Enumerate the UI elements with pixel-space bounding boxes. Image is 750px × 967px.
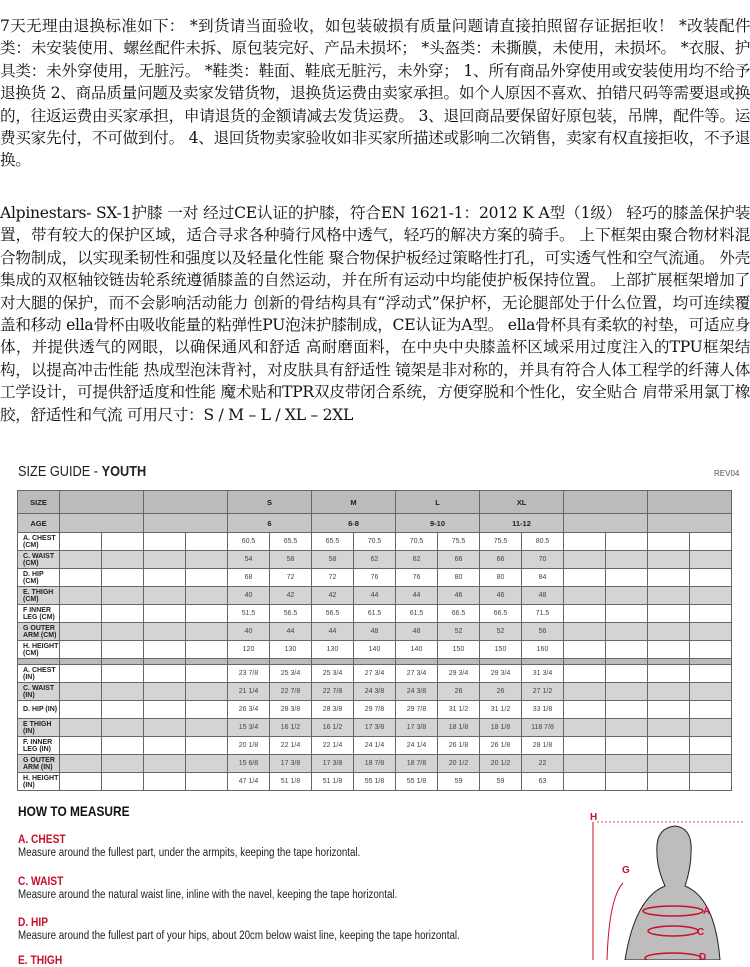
table-row	[18, 737, 732, 755]
measure-heading-waist: C. WAIST	[18, 874, 64, 888]
table-cell: 70.5	[396, 533, 438, 551]
table-cell	[606, 755, 648, 773]
table-cell	[606, 701, 648, 719]
table-cell: 56	[522, 623, 564, 641]
table-cell: 40	[228, 623, 270, 641]
table-cell: 118 7/8	[522, 719, 564, 737]
table-cell	[648, 683, 690, 701]
label-g: G	[622, 865, 630, 876]
table-cell	[144, 623, 186, 641]
table-row	[18, 755, 732, 773]
table-cell	[186, 533, 228, 551]
table-cell	[144, 701, 186, 719]
table-cell: 16 1/2	[270, 719, 312, 737]
table-cell: 80	[480, 569, 522, 587]
table-cell: 51 1/8	[270, 773, 312, 791]
label-d: D	[699, 952, 707, 960]
table-cell: 26 1/8	[480, 737, 522, 755]
table-cell	[690, 737, 732, 755]
table-cell: 27 3/4	[396, 665, 438, 683]
table-cell: 17 3/8	[354, 719, 396, 737]
table-cell: 26 1/8	[438, 737, 480, 755]
table-cell	[648, 701, 690, 719]
table-cell	[102, 683, 144, 701]
table-cell: 80.5	[522, 533, 564, 551]
label-a: A	[703, 906, 711, 917]
table-row	[18, 719, 732, 737]
table-cell: 51 1/8	[312, 773, 354, 791]
table-cell: 51.5	[228, 605, 270, 623]
table-cell	[60, 641, 102, 659]
table-cell	[690, 719, 732, 737]
table-cell	[564, 773, 606, 791]
table-cell: 56.5	[270, 605, 312, 623]
table-cell: 70	[522, 551, 564, 569]
table-cell: 48	[522, 587, 564, 605]
table-cell	[690, 533, 732, 551]
table-cell: 52	[438, 623, 480, 641]
size-guide-title-youth: YOUTH	[101, 463, 147, 480]
table-cell: 62	[354, 551, 396, 569]
table-cell	[186, 773, 228, 791]
table-cell: 44	[270, 623, 312, 641]
table-cell: 31 1/2	[438, 701, 480, 719]
row-label: F INNER LEG (CM)	[18, 605, 60, 623]
table-cell: 25 3/4	[270, 665, 312, 683]
age-row-cell: 6-8	[312, 514, 396, 533]
table-cell	[690, 587, 732, 605]
table-cell	[648, 569, 690, 587]
table-cell	[60, 587, 102, 605]
table-cell: 22	[522, 755, 564, 773]
age-row-cell	[144, 514, 228, 533]
table-cell: 58	[312, 551, 354, 569]
table-cell	[186, 551, 228, 569]
table-cell: 75.5	[480, 533, 522, 551]
table-cell	[564, 755, 606, 773]
table-cell	[564, 605, 606, 623]
table-cell	[690, 605, 732, 623]
table-cell: 31 1/2	[480, 701, 522, 719]
table-cell: 16 1/2	[312, 719, 354, 737]
table-cell	[60, 719, 102, 737]
table-cell	[144, 755, 186, 773]
table-cell	[690, 755, 732, 773]
table-cell: 140	[396, 641, 438, 659]
measure-heading-thigh: E. THIGH	[18, 953, 63, 967]
row-label: G OUTER ARM (CM)	[18, 623, 60, 641]
table-cell	[690, 665, 732, 683]
measure-desc-hip: Measure around the fullest part of your hips, about 20cm below waist line, keeping the tape horizontal.	[18, 930, 460, 942]
size-row-cell: S	[228, 491, 312, 514]
table-cell	[690, 701, 732, 719]
table-cell	[186, 587, 228, 605]
table-cell	[144, 683, 186, 701]
table-cell: 18 7/8	[396, 755, 438, 773]
table-cell	[144, 719, 186, 737]
table-cell	[564, 623, 606, 641]
table-cell	[102, 551, 144, 569]
table-cell: 22 7/8	[270, 683, 312, 701]
table-cell: 15 6/8	[228, 755, 270, 773]
table-cell: 31 3/4	[522, 665, 564, 683]
table-cell	[102, 701, 144, 719]
table-cell: 24 3/8	[396, 683, 438, 701]
table-cell	[144, 737, 186, 755]
table-cell	[606, 533, 648, 551]
table-cell	[648, 587, 690, 605]
table-cell: 28 1/8	[522, 737, 564, 755]
table-cell: 130	[270, 641, 312, 659]
table-cell: 18 1/8	[480, 719, 522, 737]
table-cell: 55 1/8	[354, 773, 396, 791]
table-cell: 40	[228, 587, 270, 605]
table-cell: 61.5	[396, 605, 438, 623]
table-cell	[102, 665, 144, 683]
age-row	[18, 514, 732, 533]
table-cell: 72	[312, 569, 354, 587]
table-cell	[60, 665, 102, 683]
size-guide-title-prefix: SIZE GUIDE -	[18, 463, 102, 480]
table-cell: 63	[522, 773, 564, 791]
table-cell: 66.5	[438, 605, 480, 623]
table-cell	[186, 641, 228, 659]
table-cell	[606, 665, 648, 683]
table-cell	[102, 623, 144, 641]
table-cell: 84	[522, 569, 564, 587]
table-cell	[144, 551, 186, 569]
table-cell	[606, 719, 648, 737]
table-cell: 62	[396, 551, 438, 569]
table-cell: 29 7/8	[354, 701, 396, 719]
table-row	[18, 533, 732, 551]
table-cell: 76	[396, 569, 438, 587]
row-label: H. HEIGHT (IN)	[18, 773, 60, 791]
measure-desc-chest: Measure around the fullest part, under the armpits, keeping the tape horizontal.	[18, 847, 361, 859]
table-cell: 61.5	[354, 605, 396, 623]
table-cell	[186, 623, 228, 641]
table-cell	[648, 641, 690, 659]
table-cell: 46	[438, 587, 480, 605]
table-cell	[102, 719, 144, 737]
table-cell: 17 3/8	[312, 755, 354, 773]
table-cell	[186, 719, 228, 737]
table-cell	[144, 533, 186, 551]
label-h: H	[590, 812, 598, 823]
product-description-text: Alpinestars- SX-1护膝 一对 经过CE认证的护膝，符合EN 1621-1：2012 K A型（1级） 轻巧的膝盖保护装置，带有较大的保护区域，适合寻求各种骑行风格中透气，轻巧的解决方案的骑手。 上下框架由聚合物材料混合物制成，以实现柔韧性和强度以及轻量化性能 聚合物保护板经过策略性打孔，可实透气性和空气流通。 外壳集成的双枢轴铰链齿轮系统遵循膝盖的自然运动，并在所有运动中均能使护板保持位置。 上部扩展框架增加了对大腿的保护，而不会影响活动能力 创新的骨结构具有“浮动式”保护杯，无论腿部处于什么位置，均可连续覆盖和移动 ella骨杯由吸收能量的粘弹性PU泡沫护膝制成，CE认证为A型。 ella骨杯具有柔软的衬垫，可适应身体，并提供透气的网眼，以确保通风和舒适 高耐磨面料，在中央中央膝盖杯区域采用过度注入的TPU框架结构，以提高冲击性能 热成型泡沫背衬，对皮肤具有舒适性 镜架是非对称的，并具有符合人体工程学的纤薄人体工学设计，可提供舒适度和性能 魔术贴和TPR双皮带闭合系统，方便穿脱和个性化，安全贴合 肩带采用氯丁橡胶，舒适性和气流 可用尺寸：S / M – L / XL – 2XL	[0, 204, 750, 424]
table-cell	[186, 737, 228, 755]
body-silhouette	[625, 826, 720, 960]
table-cell	[690, 683, 732, 701]
table-cell: 140	[354, 641, 396, 659]
table-cell: 65.5	[312, 533, 354, 551]
row-label: A. CHEST (IN)	[18, 665, 60, 683]
age-row-cell	[564, 514, 648, 533]
table-cell	[648, 623, 690, 641]
table-cell: 59	[480, 773, 522, 791]
table-cell: 80	[438, 569, 480, 587]
table-cell	[690, 773, 732, 791]
table-cell	[606, 641, 648, 659]
revision-label: REV04	[714, 469, 740, 478]
table-cell	[690, 551, 732, 569]
row-label: A. CHEST (CM)	[18, 533, 60, 551]
row-label: H. HEIGHT (CM)	[18, 641, 60, 659]
table-cell: 48	[396, 623, 438, 641]
size-row	[18, 491, 732, 514]
table-cell: 150	[480, 641, 522, 659]
size-guide-table	[17, 490, 732, 791]
table-cell	[564, 551, 606, 569]
table-cell	[102, 773, 144, 791]
age-row-label: AGE	[18, 514, 60, 533]
table-cell: 130	[312, 641, 354, 659]
table-cell: 33 1/8	[522, 701, 564, 719]
age-row-cell: 11-12	[480, 514, 564, 533]
table-cell	[186, 569, 228, 587]
table-cell: 27 1/2	[522, 683, 564, 701]
row-label: G OUTER ARM (IN)	[18, 755, 60, 773]
table-cell	[102, 605, 144, 623]
size-row-cell	[648, 491, 732, 514]
table-cell: 65.5	[270, 533, 312, 551]
table-cell	[648, 665, 690, 683]
table-cell: 66	[438, 551, 480, 569]
row-label: C. WAIST (CM)	[18, 551, 60, 569]
table-cell: 59	[438, 773, 480, 791]
table-cell: 26 3/4	[228, 701, 270, 719]
table-cell	[144, 605, 186, 623]
table-cell: 28 3/8	[312, 701, 354, 719]
table-cell: 55 1/8	[396, 773, 438, 791]
table-cell: 150	[438, 641, 480, 659]
table-cell: 29 3/4	[480, 665, 522, 683]
table-cell	[606, 569, 648, 587]
table-cell	[60, 551, 102, 569]
table-cell	[186, 665, 228, 683]
table-cell	[648, 737, 690, 755]
table-cell	[186, 605, 228, 623]
outer-arm-line	[607, 883, 623, 960]
table-cell: 20 1/8	[228, 737, 270, 755]
table-cell	[606, 683, 648, 701]
table-cell	[144, 773, 186, 791]
table-cell	[60, 533, 102, 551]
label-c: C	[697, 927, 705, 938]
table-cell	[102, 587, 144, 605]
table-cell	[186, 683, 228, 701]
table-cell: 20 1/2	[480, 755, 522, 773]
table-cell	[60, 605, 102, 623]
table-cell: 160	[522, 641, 564, 659]
table-cell: 44	[396, 587, 438, 605]
table-cell	[564, 641, 606, 659]
table-cell	[648, 719, 690, 737]
size-row-cell: M	[312, 491, 396, 514]
table-cell	[564, 533, 606, 551]
how-to-measure-title: HOW TO MEASURE	[18, 803, 130, 819]
table-cell	[648, 755, 690, 773]
table-cell	[690, 641, 732, 659]
measure-desc-waist: Measure around the natural waist line, inline with the navel, keeping the tape horizontal.	[18, 889, 398, 901]
table-row	[18, 551, 732, 569]
table-cell: 26	[438, 683, 480, 701]
table-cell	[564, 683, 606, 701]
table-cell: 23 7/8	[228, 665, 270, 683]
table-cell: 22 1/4	[312, 737, 354, 755]
table-cell	[564, 737, 606, 755]
table-cell	[690, 623, 732, 641]
table-cell: 70.5	[354, 533, 396, 551]
table-cell	[60, 683, 102, 701]
table-cell: 42	[270, 587, 312, 605]
table-cell: 18 7/8	[354, 755, 396, 773]
table-row	[18, 683, 732, 701]
table-cell	[144, 569, 186, 587]
return-policy-text: 7天无理由退换标准如下： *到货请当面验收，如包装破损有质量问题请直接拍照留存证据拒收！ *改装配件类：未安装使用、螺丝配件未拆、原包装完好、产品未损坏； *头盔类：未撕膜，未使用，未损坏。 *衣服、护具类：未外穿使用，无脏污。 *鞋类：鞋面、鞋底无脏污，未外穿； 1、所有商品外穿使用或安装使用均不给予退换货 2、商品质量问题及卖家发错货物，退换货运费由卖家承担。如个人原因不喜欢、拍错尺码等需要退或换的，往返运费由买家承担，申请退货的金额请减去发货运费。 3、退回商品要保留好原包装，吊牌，配件等。运费买家先付，不可做到付。 4、退回货物卖家验收如非买家所描述或影响二次销售，卖家有权直接拒收，不予退换。	[0, 17, 750, 170]
row-label: D. HIP (IN)	[18, 701, 60, 719]
table-cell: 52	[480, 623, 522, 641]
size-row-cell	[564, 491, 648, 514]
table-cell: 66.5	[480, 605, 522, 623]
table-cell	[144, 641, 186, 659]
table-cell: 26	[480, 683, 522, 701]
table-cell	[102, 641, 144, 659]
table-cell: 75.5	[438, 533, 480, 551]
size-row-cell: XL	[480, 491, 564, 514]
table-cell: 17 3/8	[396, 719, 438, 737]
table-cell: 68	[228, 569, 270, 587]
table-cell: 29 7/8	[396, 701, 438, 719]
row-label: E THIGH (IN)	[18, 719, 60, 737]
table-cell: 44	[312, 623, 354, 641]
table-cell	[60, 701, 102, 719]
table-cell: 120	[228, 641, 270, 659]
table-cell: 54	[228, 551, 270, 569]
table-cell	[186, 755, 228, 773]
table-cell	[564, 587, 606, 605]
table-cell: 28 3/8	[270, 701, 312, 719]
table-row	[18, 701, 732, 719]
size-row-cell: L	[396, 491, 480, 514]
table-cell	[564, 719, 606, 737]
size-row-label: SIZE	[18, 491, 60, 514]
table-cell: 44	[354, 587, 396, 605]
table-cell: 20 1/2	[438, 755, 480, 773]
age-row-cell	[648, 514, 732, 533]
table-cell: 42	[312, 587, 354, 605]
table-row	[18, 665, 732, 683]
table-cell	[60, 569, 102, 587]
table-cell: 24 1/4	[396, 737, 438, 755]
table-cell	[60, 737, 102, 755]
table-cell	[648, 551, 690, 569]
table-row	[18, 569, 732, 587]
table-cell	[102, 533, 144, 551]
table-cell: 72	[270, 569, 312, 587]
table-cell: 58	[270, 551, 312, 569]
table-cell: 71.5	[522, 605, 564, 623]
table-cell: 46	[480, 587, 522, 605]
table-cell	[564, 569, 606, 587]
table-cell	[648, 605, 690, 623]
table-cell: 18 1/8	[438, 719, 480, 737]
table-cell	[648, 533, 690, 551]
row-label: F. INNER LEG (IN)	[18, 737, 60, 755]
table-row	[18, 641, 732, 659]
size-row-cell	[144, 491, 228, 514]
table-cell: 22 7/8	[312, 683, 354, 701]
measure-heading-chest: A. CHEST	[18, 832, 66, 846]
table-cell	[102, 569, 144, 587]
table-row	[18, 773, 732, 791]
age-row-cell	[60, 514, 144, 533]
table-row	[18, 587, 732, 605]
table-cell: 48	[354, 623, 396, 641]
table-cell: 21 1/4	[228, 683, 270, 701]
table-cell	[648, 773, 690, 791]
table-cell: 17 3/8	[270, 755, 312, 773]
row-label: C. WAIST (IN)	[18, 683, 60, 701]
table-cell: 24 3/8	[354, 683, 396, 701]
table-row	[18, 605, 732, 623]
table-cell	[606, 773, 648, 791]
size-guide-title	[18, 463, 146, 480]
table-cell: 47 1/4	[228, 773, 270, 791]
table-row	[18, 623, 732, 641]
table-cell	[102, 737, 144, 755]
table-cell	[606, 551, 648, 569]
table-cell	[606, 737, 648, 755]
table-cell	[186, 701, 228, 719]
row-label: E. THIGH (CM)	[18, 587, 60, 605]
row-label: D. HIP (CM)	[18, 569, 60, 587]
table-cell	[564, 701, 606, 719]
table-cell: 25 3/4	[312, 665, 354, 683]
table-cell: 15 3/4	[228, 719, 270, 737]
table-cell	[690, 569, 732, 587]
body-measurement-figure	[585, 808, 750, 960]
table-cell	[606, 587, 648, 605]
table-cell: 24 1/4	[354, 737, 396, 755]
table-cell: 22 1/4	[270, 737, 312, 755]
table-cell: 56.5	[312, 605, 354, 623]
table-cell	[144, 665, 186, 683]
table-cell: 60.5	[228, 533, 270, 551]
table-cell	[606, 623, 648, 641]
table-cell	[60, 755, 102, 773]
table-cell: 76	[354, 569, 396, 587]
measure-heading-hip: D. HIP	[18, 915, 49, 929]
table-cell	[564, 665, 606, 683]
table-cell	[60, 623, 102, 641]
table-cell: 66	[480, 551, 522, 569]
table-cell	[102, 755, 144, 773]
table-cell	[606, 605, 648, 623]
size-row-cell	[60, 491, 144, 514]
age-row-cell: 6	[228, 514, 312, 533]
table-cell	[60, 773, 102, 791]
table-cell: 27 3/4	[354, 665, 396, 683]
age-row-cell: 9-10	[396, 514, 480, 533]
table-cell: 29 3/4	[438, 665, 480, 683]
table-cell	[144, 587, 186, 605]
